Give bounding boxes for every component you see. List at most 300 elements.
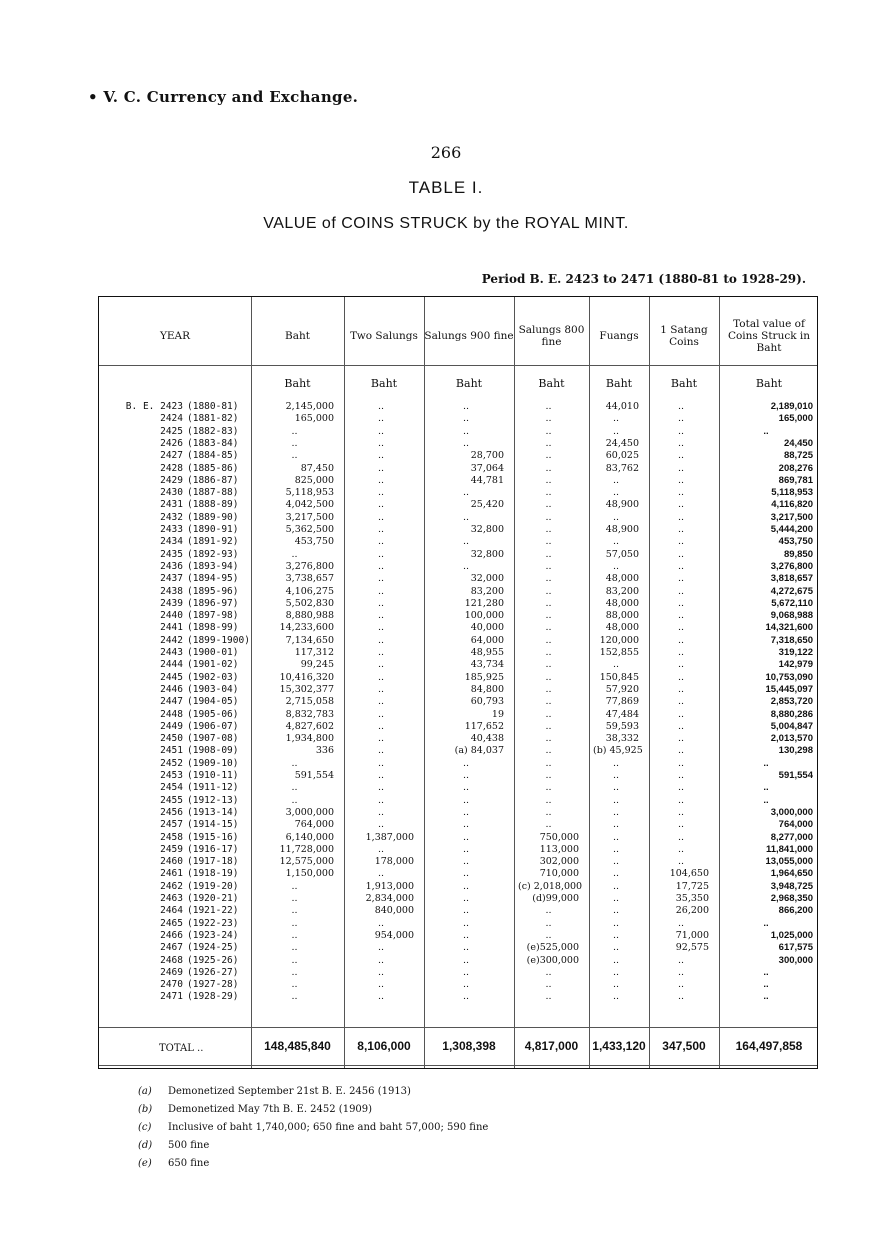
year-ad: (1880-81) bbox=[187, 401, 239, 412]
value-cell: 152,855 bbox=[599, 647, 639, 658]
row-total: 453,750 bbox=[778, 536, 813, 548]
value-cell: 28,700 bbox=[470, 450, 504, 462]
total-label: TOTAL .. bbox=[159, 1043, 204, 1054]
value-cell: .. bbox=[612, 880, 620, 892]
value-cell: 12,575,000 bbox=[279, 856, 334, 868]
value-cell: 17,725 bbox=[675, 880, 709, 892]
value-cell: .. bbox=[377, 782, 385, 794]
value-cell: 117,652 bbox=[464, 720, 504, 732]
value-cell: .. bbox=[545, 536, 552, 548]
value-cell: .. bbox=[377, 954, 385, 966]
year-ad: (1926-27) bbox=[187, 966, 239, 978]
value-cell: 48,000 bbox=[605, 597, 639, 609]
value-cell: .. bbox=[291, 450, 298, 462]
value-cell: 840,000 bbox=[374, 905, 414, 917]
year-be: 2465 bbox=[160, 917, 183, 929]
value-cell: .. bbox=[545, 597, 552, 609]
value-cell: .. bbox=[377, 757, 385, 769]
value-cell: .. bbox=[612, 868, 620, 880]
value-cell: .. bbox=[291, 880, 298, 892]
value-cell: .. bbox=[677, 462, 685, 474]
value-cell: .. bbox=[677, 843, 685, 855]
value-cell: .. bbox=[612, 413, 620, 425]
value-cell: .. bbox=[612, 831, 620, 843]
row-total: 2,968,350 bbox=[770, 893, 813, 904]
value-cell: 2,145,000 bbox=[285, 401, 334, 412]
row-total: .. bbox=[763, 782, 769, 794]
value-cell: 60,793 bbox=[470, 696, 504, 708]
value-cell: .. bbox=[377, 819, 385, 831]
value-cell: .. bbox=[377, 487, 385, 499]
row-total: 5,444,200 bbox=[770, 524, 813, 535]
row-total: 89,850 bbox=[783, 548, 813, 560]
value-cell: .. bbox=[612, 917, 620, 929]
row-total: 208,276 bbox=[778, 462, 813, 474]
value-cell: .. bbox=[612, 979, 620, 991]
value-cell: 120,000 bbox=[599, 634, 639, 646]
row-total: 5,672,110 bbox=[771, 597, 813, 609]
value-cell: .. bbox=[677, 917, 685, 929]
value-cell: (c) 2,018,000 bbox=[518, 880, 583, 892]
year-ad: (1883-84) bbox=[187, 437, 239, 449]
value-cell: .. bbox=[377, 843, 385, 855]
value-cell: .. bbox=[377, 708, 385, 720]
row-total: 1,025,000 bbox=[770, 929, 813, 941]
year-be: 2470 bbox=[160, 979, 183, 991]
value-cell: .. bbox=[462, 782, 470, 794]
row-total: .. bbox=[763, 425, 769, 437]
value-cell: .. bbox=[462, 917, 470, 929]
value-cell: .. bbox=[677, 647, 685, 658]
value-cell: 1,913,000 bbox=[365, 880, 414, 892]
value-cell: .. bbox=[377, 806, 385, 818]
value-cell: 32,800 bbox=[470, 524, 504, 535]
year-ad: (1881-82) bbox=[187, 413, 239, 425]
value-cell: .. bbox=[545, 819, 552, 831]
year-ad: (1901-02) bbox=[187, 659, 239, 671]
year-be: 2468 bbox=[160, 954, 183, 966]
value-cell: 5,362,500 bbox=[285, 524, 334, 535]
total-value: 347,500 bbox=[662, 1039, 706, 1053]
value-cell: .. bbox=[462, 831, 470, 843]
year-ad: (1911-12) bbox=[187, 782, 239, 794]
year-be: 2467 bbox=[160, 942, 183, 954]
value-cell: 1,387,000 bbox=[365, 831, 414, 843]
value-cell: .. bbox=[545, 462, 552, 474]
value-cell: .. bbox=[291, 782, 298, 794]
value-cell: .. bbox=[545, 683, 552, 695]
total-value: 4,817,000 bbox=[524, 1039, 579, 1053]
value-cell: .. bbox=[462, 819, 470, 831]
value-cell: .. bbox=[677, 966, 685, 978]
value-cell: 59,593 bbox=[605, 720, 639, 732]
value-cell: .. bbox=[545, 487, 552, 499]
value-cell: .. bbox=[612, 843, 620, 855]
footnote bbox=[138, 1104, 372, 1115]
value-cell: .. bbox=[545, 794, 552, 806]
year-ad: (1905-06) bbox=[187, 708, 239, 720]
year-ad: (1919-20) bbox=[187, 880, 239, 892]
value-cell: .. bbox=[462, 880, 470, 892]
value-cell: .. bbox=[612, 511, 620, 523]
value-cell: .. bbox=[462, 413, 470, 425]
value-cell: 336 bbox=[315, 745, 334, 757]
unit-label: Baht bbox=[670, 377, 698, 390]
value-cell: .. bbox=[291, 966, 298, 978]
value-cell: .. bbox=[462, 966, 470, 978]
year-be: 2446 bbox=[160, 683, 183, 695]
value-cell: 35,350 bbox=[675, 893, 709, 904]
value-cell: .. bbox=[677, 659, 685, 671]
value-cell: .. bbox=[612, 929, 620, 941]
row-total: 319,122 bbox=[778, 647, 813, 658]
value-cell: .. bbox=[377, 720, 385, 732]
row-total: 300,000 bbox=[778, 954, 813, 966]
value-cell: .. bbox=[677, 548, 685, 560]
page-number: 266 bbox=[430, 143, 462, 162]
value-cell: 185,925 bbox=[464, 671, 504, 683]
value-cell: 48,955 bbox=[470, 647, 504, 658]
value-cell: .. bbox=[677, 437, 685, 449]
value-cell: .. bbox=[677, 622, 685, 634]
table-title: VALUE of COINS STRUCK by the ROYAL MINT. bbox=[263, 215, 629, 232]
row-total: 617,575 bbox=[778, 942, 813, 954]
value-cell: .. bbox=[677, 991, 685, 1003]
value-cell: 165,000 bbox=[294, 413, 334, 425]
total-value: 148,485,840 bbox=[264, 1039, 331, 1053]
value-cell: 2,834,000 bbox=[365, 893, 414, 904]
value-cell: .. bbox=[462, 843, 470, 855]
row-total: 2,013,570 bbox=[770, 733, 813, 745]
value-cell: .. bbox=[377, 548, 385, 560]
value-cell: .. bbox=[377, 573, 385, 585]
value-cell: .. bbox=[545, 511, 552, 523]
value-cell: .. bbox=[462, 893, 470, 904]
value-cell: .. bbox=[291, 905, 298, 917]
year-ad: (1922-23) bbox=[187, 917, 239, 929]
value-cell: .. bbox=[377, 770, 385, 781]
year-ad: (1906-07) bbox=[187, 720, 239, 732]
year-ad: (1916-17) bbox=[187, 843, 239, 855]
value-cell: .. bbox=[377, 401, 385, 412]
value-cell: .. bbox=[377, 794, 385, 806]
value-cell: .. bbox=[545, 450, 552, 462]
value-cell: .. bbox=[677, 536, 685, 548]
value-cell: .. bbox=[377, 450, 385, 462]
value-cell: .. bbox=[677, 597, 685, 609]
value-cell: .. bbox=[377, 634, 385, 646]
value-cell: 113,000 bbox=[539, 843, 579, 855]
value-cell: .. bbox=[612, 757, 620, 769]
year-be: 2450 bbox=[160, 733, 183, 745]
value-cell: .. bbox=[377, 733, 385, 745]
value-cell: 3,000,000 bbox=[285, 806, 334, 818]
row-total: 5,004,847 bbox=[770, 720, 813, 732]
footnote-mark: (d) bbox=[138, 1140, 153, 1151]
value-cell: .. bbox=[545, 634, 552, 646]
value-cell: .. bbox=[612, 991, 620, 1003]
value-cell: .. bbox=[291, 991, 298, 1003]
year-be: 2457 bbox=[160, 819, 183, 831]
value-cell: 710,000 bbox=[539, 868, 579, 880]
row-total: 4,272,675 bbox=[770, 585, 813, 597]
value-cell: .. bbox=[612, 659, 620, 671]
year-ad: (1887-88) bbox=[187, 487, 239, 499]
row-total: 88,725 bbox=[783, 450, 813, 462]
year-ad: (1899-1900) bbox=[187, 634, 250, 646]
value-cell: .. bbox=[677, 683, 685, 695]
value-cell: 750,000 bbox=[539, 831, 579, 843]
year-ad: (1907-08) bbox=[187, 733, 239, 745]
footnote bbox=[138, 1086, 411, 1097]
value-cell: .. bbox=[677, 819, 685, 831]
value-cell: 92,575 bbox=[675, 942, 709, 954]
value-cell: (e)300,000 bbox=[526, 954, 579, 966]
year-ad: (1909-10) bbox=[187, 757, 239, 769]
value-cell: 47,484 bbox=[605, 708, 639, 720]
value-cell: .. bbox=[677, 413, 685, 425]
footnote bbox=[138, 1140, 209, 1151]
value-cell: .. bbox=[377, 536, 385, 548]
total-value: 8,106,000 bbox=[357, 1039, 411, 1053]
year-ad: (1913-14) bbox=[187, 806, 239, 818]
value-cell: .. bbox=[291, 893, 298, 904]
year-ad: (1897-98) bbox=[187, 610, 239, 622]
value-cell: (d)99,000 bbox=[532, 893, 579, 904]
value-cell: .. bbox=[545, 745, 552, 757]
column-rule bbox=[514, 297, 515, 1068]
value-cell: .. bbox=[545, 782, 552, 794]
year-be: 2430 bbox=[160, 487, 183, 499]
value-cell: .. bbox=[677, 745, 685, 757]
year-ad: (1896-97) bbox=[187, 597, 239, 609]
value-cell: .. bbox=[545, 979, 552, 991]
year-ad: (1884-85) bbox=[187, 450, 239, 462]
value-cell: 4,042,500 bbox=[285, 499, 334, 511]
value-cell: .. bbox=[377, 413, 385, 425]
value-cell: .. bbox=[677, 634, 685, 646]
value-cell: .. bbox=[677, 720, 685, 732]
value-cell: .. bbox=[377, 585, 385, 597]
row-total: 10,753,090 bbox=[765, 671, 813, 683]
value-cell: .. bbox=[612, 893, 620, 904]
value-cell: 43,734 bbox=[470, 659, 504, 671]
value-cell: .. bbox=[677, 856, 685, 868]
value-cell: .. bbox=[377, 437, 385, 449]
value-cell: .. bbox=[545, 401, 552, 412]
value-cell: .. bbox=[545, 425, 552, 437]
year-ad: (1904-05) bbox=[187, 696, 239, 708]
value-cell: 15,302,377 bbox=[279, 683, 334, 695]
value-cell: 2,715,058 bbox=[285, 696, 334, 708]
value-cell: .. bbox=[545, 659, 552, 671]
row-total: 165,000 bbox=[778, 413, 813, 425]
value-cell: 71,000 bbox=[675, 929, 709, 941]
year-be: 2444 bbox=[160, 659, 183, 671]
row-total: 2,189,010 bbox=[770, 401, 813, 412]
value-cell: 3,276,800 bbox=[285, 560, 334, 572]
value-cell: .. bbox=[677, 696, 685, 708]
value-cell: .. bbox=[377, 917, 385, 929]
year-be: 2456 bbox=[160, 806, 183, 818]
row-total: .. bbox=[763, 991, 769, 1003]
value-cell: 87,450 bbox=[300, 462, 334, 474]
value-cell: .. bbox=[462, 425, 470, 437]
value-cell: .. bbox=[377, 745, 385, 757]
year-ad: (1925-26) bbox=[187, 954, 239, 966]
value-cell: .. bbox=[377, 610, 385, 622]
row-total: 24,450 bbox=[783, 437, 813, 449]
value-cell: .. bbox=[377, 524, 385, 535]
value-cell: .. bbox=[612, 536, 620, 548]
value-cell: .. bbox=[462, 770, 470, 781]
value-cell: 88,000 bbox=[605, 610, 639, 622]
row-total: 142,979 bbox=[778, 659, 813, 671]
year-ad: (1912-13) bbox=[187, 794, 239, 806]
value-cell: .. bbox=[462, 437, 470, 449]
value-cell: .. bbox=[677, 610, 685, 622]
row-total: 3,818,657 bbox=[770, 573, 813, 585]
value-cell: .. bbox=[462, 536, 470, 548]
row-total: .. bbox=[763, 757, 769, 769]
value-cell: .. bbox=[462, 905, 470, 917]
value-cell: .. bbox=[291, 437, 298, 449]
value-cell: 10,416,320 bbox=[279, 671, 334, 683]
row-total: 130,298 bbox=[778, 745, 813, 757]
year-be: 2453 bbox=[160, 770, 183, 781]
year-be: 2471 bbox=[160, 991, 183, 1003]
value-cell: .. bbox=[291, 929, 298, 941]
value-cell: .. bbox=[377, 474, 385, 486]
section-heading: • V. C. Currency and Exchange. bbox=[88, 88, 359, 106]
value-cell: .. bbox=[377, 696, 385, 708]
footnote-text: Demonetized May 7th B. E. 2452 (1909) bbox=[168, 1104, 373, 1115]
value-cell: .. bbox=[677, 979, 685, 991]
year-ad: (1923-24) bbox=[187, 929, 239, 941]
value-cell: .. bbox=[545, 573, 552, 585]
value-cell: .. bbox=[377, 462, 385, 474]
unit-label: Baht bbox=[538, 377, 565, 390]
row-total: .. bbox=[763, 917, 769, 929]
value-cell: 5,502,830 bbox=[285, 597, 334, 609]
value-cell: 764,000 bbox=[294, 819, 334, 831]
value-cell: .. bbox=[462, 991, 470, 1003]
row-rule bbox=[99, 1027, 817, 1028]
row-total: 11,841,000 bbox=[765, 843, 813, 855]
row-total: 869,781 bbox=[778, 474, 813, 486]
year-ad: (1921-22) bbox=[187, 905, 239, 917]
year-be: 2431 bbox=[160, 499, 183, 511]
year-ad: (1889-90) bbox=[187, 511, 239, 523]
value-cell: 1,934,800 bbox=[285, 733, 334, 745]
total-value: 1,433,120 bbox=[592, 1039, 646, 1053]
value-cell: .. bbox=[377, 499, 385, 511]
year-be: 2441 bbox=[160, 622, 183, 634]
unit-label: Baht bbox=[284, 377, 311, 390]
year-be: 2466 bbox=[160, 929, 183, 941]
value-cell: 302,000 bbox=[539, 856, 579, 868]
value-cell: .. bbox=[462, 942, 470, 954]
value-cell: 44,010 bbox=[605, 401, 639, 412]
value-cell: 19 bbox=[491, 708, 504, 720]
value-cell: .. bbox=[612, 560, 620, 572]
value-cell: 83,762 bbox=[605, 462, 639, 474]
value-cell: .. bbox=[377, 868, 385, 880]
footnote-mark: (c) bbox=[138, 1122, 152, 1133]
value-cell: 83,200 bbox=[470, 585, 504, 597]
value-cell: .. bbox=[612, 474, 620, 486]
value-cell: 40,438 bbox=[470, 733, 504, 745]
row-total: .. bbox=[763, 794, 769, 806]
row-total: 3,000,000 bbox=[770, 806, 813, 818]
footnote bbox=[138, 1122, 488, 1133]
year-be: 2433 bbox=[160, 524, 183, 535]
value-cell: .. bbox=[291, 942, 298, 954]
value-cell: 99,245 bbox=[300, 659, 334, 671]
year-ad: (1917-18) bbox=[187, 856, 239, 868]
value-cell: .. bbox=[462, 757, 470, 769]
value-cell: .. bbox=[612, 794, 620, 806]
value-cell: .. bbox=[462, 806, 470, 818]
footnote bbox=[138, 1158, 209, 1169]
value-cell: .. bbox=[462, 487, 470, 499]
year-ad: (1903-04) bbox=[187, 683, 239, 695]
value-cell: .. bbox=[677, 560, 685, 572]
year-ad: (1920-21) bbox=[187, 893, 239, 904]
value-cell: .. bbox=[291, 794, 298, 806]
row-total: 8,880,286 bbox=[770, 708, 813, 720]
value-cell: 825,000 bbox=[294, 474, 334, 486]
row-total: .. bbox=[763, 979, 769, 991]
value-cell: .. bbox=[677, 794, 685, 806]
year-be: 2461 bbox=[160, 868, 183, 880]
value-cell: 37,064 bbox=[470, 462, 504, 474]
value-cell: 3,217,500 bbox=[285, 511, 334, 523]
year-ad: (1910-11) bbox=[187, 770, 239, 781]
value-cell: .. bbox=[677, 474, 685, 486]
year-be: 2455 bbox=[160, 794, 183, 806]
year-ad: (1893-94) bbox=[187, 560, 239, 572]
value-cell: .. bbox=[291, 548, 298, 560]
value-cell: .. bbox=[377, 991, 385, 1003]
year-be: 2463 bbox=[160, 893, 183, 904]
value-cell: .. bbox=[612, 487, 620, 499]
year-be: 2443 bbox=[160, 647, 183, 658]
value-cell: .. bbox=[462, 401, 470, 412]
value-cell: 8,880,988 bbox=[285, 610, 334, 622]
row-total: 2,853,720 bbox=[770, 696, 813, 708]
value-cell: 57,920 bbox=[605, 683, 639, 695]
value-cell: (b) 45,925 bbox=[593, 745, 643, 757]
value-cell: .. bbox=[462, 560, 470, 572]
value-cell: .. bbox=[291, 954, 298, 966]
value-cell: 150,845 bbox=[599, 671, 639, 683]
year-ad: (1928-29) bbox=[187, 991, 239, 1003]
year-be: 2454 bbox=[160, 782, 183, 794]
row-total: 13,055,000 bbox=[765, 856, 813, 868]
value-cell: 25,420 bbox=[470, 499, 504, 511]
value-cell: .. bbox=[545, 770, 552, 781]
year-be: 2458 bbox=[160, 831, 183, 843]
value-cell: .. bbox=[462, 868, 470, 880]
year-be: 2449 bbox=[160, 720, 183, 732]
column-rule bbox=[589, 297, 590, 1068]
value-cell: .. bbox=[462, 511, 470, 523]
value-cell: .. bbox=[545, 413, 552, 425]
value-cell: .. bbox=[291, 425, 298, 437]
value-cell: .. bbox=[677, 487, 685, 499]
year-be: 2448 bbox=[160, 708, 183, 720]
